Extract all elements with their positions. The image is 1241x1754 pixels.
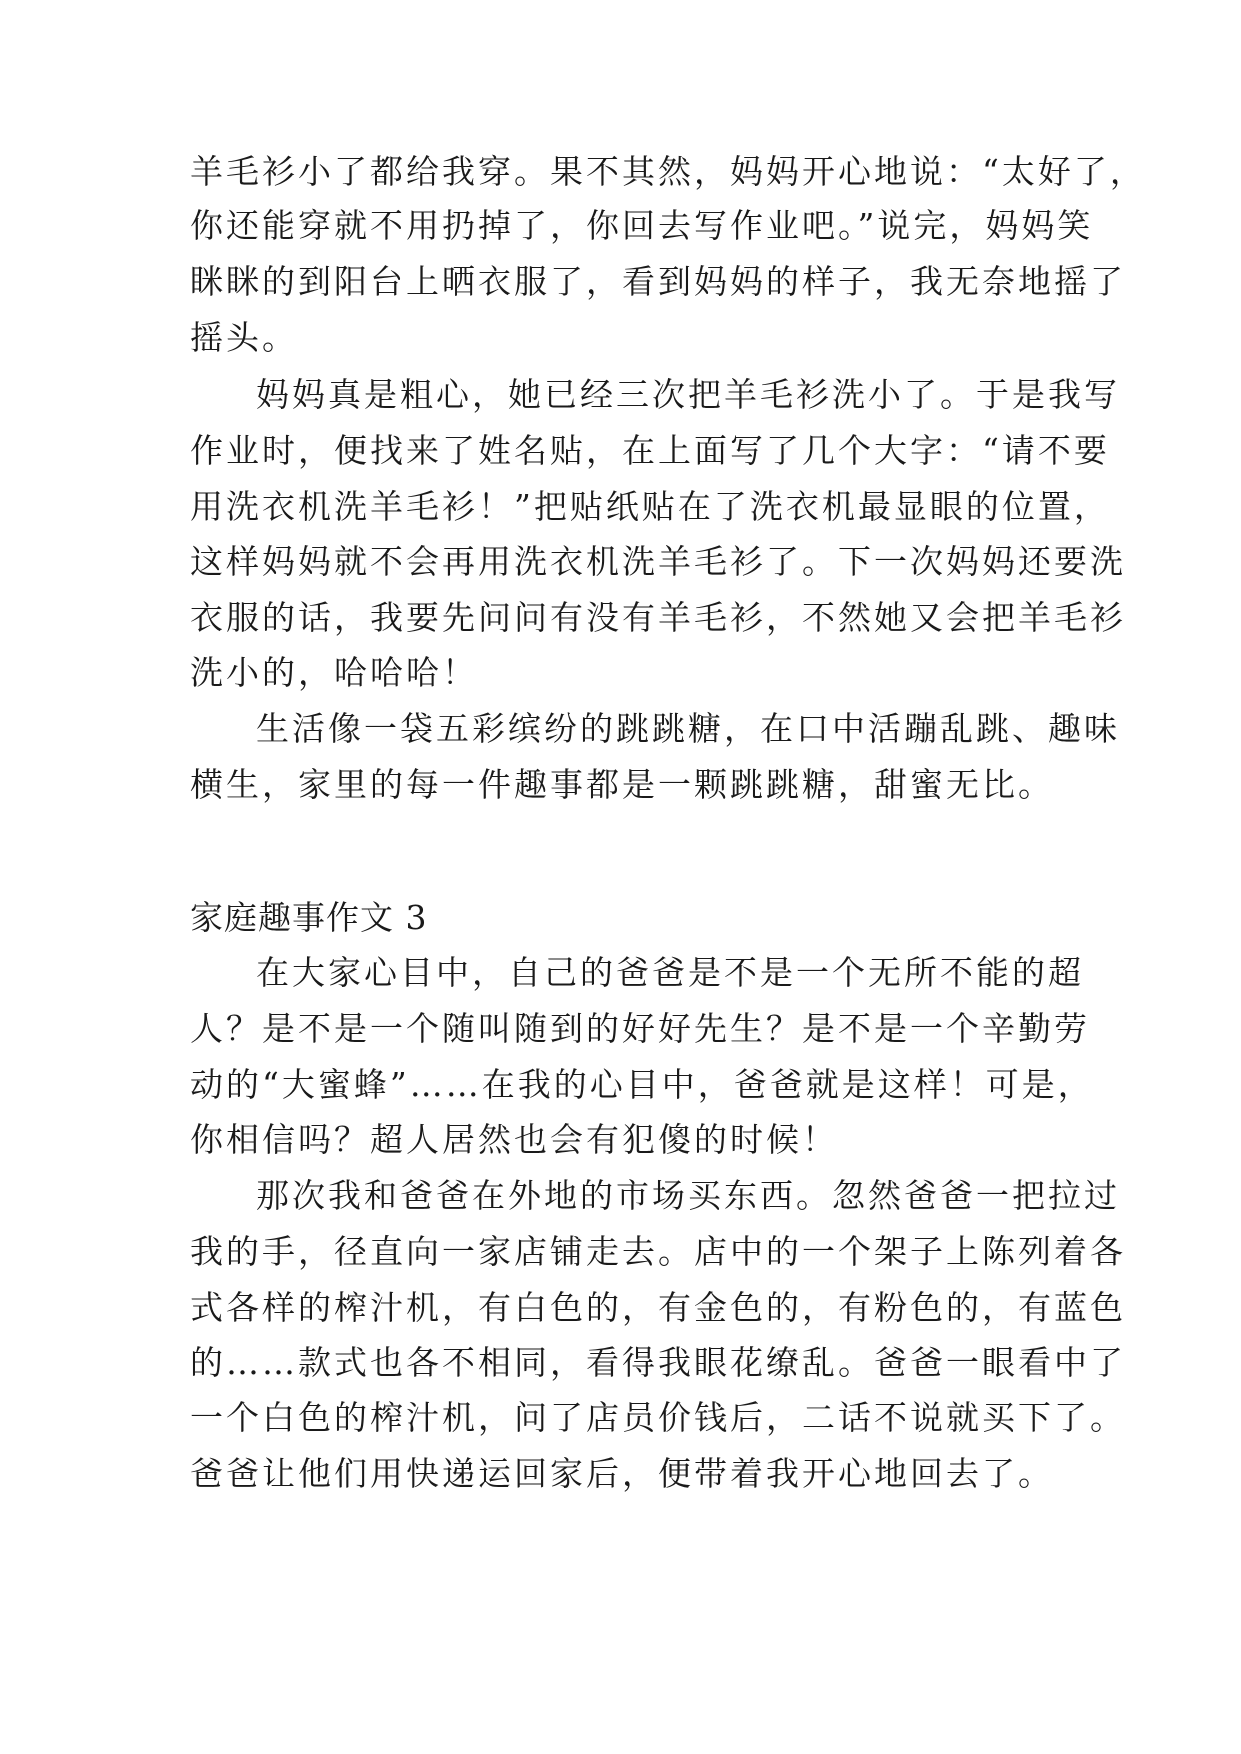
text-line: 我的手，径直向一家店铺走去。店中的一个架子上陈列着各 xyxy=(190,1232,1126,1271)
text-line: 式各样的榨汁机，有白色的，有金色的，有粉色的，有蓝色 xyxy=(190,1288,1126,1327)
text-line: 洗小的，哈哈哈！ xyxy=(190,653,478,692)
section-heading: 家庭趣事作文 3 xyxy=(190,898,428,937)
paragraph-first-line: 在大家心目中，自己的爸爸是不是一个无所不能的超 xyxy=(256,953,1084,992)
text-line: 动的“大蜜蜂”……在我的心目中，爸爸就是这样！可是， xyxy=(190,1065,1094,1104)
text-line: 你相信吗？超人居然也会有犯傻的时候！ xyxy=(190,1120,838,1159)
text-line: 用洗衣机洗羊毛衫！”把贴纸贴在了洗衣机最显眼的位置， xyxy=(190,487,1110,526)
paragraph-first-line: 妈妈真是粗心，她已经三次把羊毛衫洗小了。于是我写 xyxy=(256,375,1120,414)
text-line: 羊毛衫小了都给我穿。果不其然，妈妈开心地说：“太好了， xyxy=(190,152,1146,191)
text-line: 爸爸让他们用快递运回家后，便带着我开心地回去了。 xyxy=(190,1454,1054,1493)
text-line: 作业时，便找来了姓名贴，在上面写了几个大字：“请不要 xyxy=(190,431,1110,470)
text-line: 的……款式也各不相同，看得我眼花缭乱。爸爸一眼看中了 xyxy=(190,1343,1126,1382)
text-line: 一个白色的榨汁机，问了店员价钱后，二话不说就买下了。 xyxy=(190,1398,1126,1437)
text-line: 人？是不是一个随叫随到的好好先生？是不是一个辛勤劳 xyxy=(190,1009,1090,1048)
text-line: 摇头。 xyxy=(190,318,298,357)
paragraph-first-line: 那次我和爸爸在外地的市场买东西。忽然爸爸一把拉过 xyxy=(256,1176,1120,1215)
paragraph-first-line: 生活像一袋五彩缤纷的跳跳糖，在口中活蹦乱跳、趣味 xyxy=(256,709,1120,748)
text-line: 这样妈妈就不会再用洗衣机洗羊毛衫了。下一次妈妈还要洗 xyxy=(190,542,1126,581)
text-line: 衣服的话，我要先问问有没有羊毛衫，不然她又会把羊毛衫 xyxy=(190,598,1126,637)
text-line: 眯眯的到阳台上晒衣服了，看到妈妈的样子，我无奈地摇了 xyxy=(190,262,1126,301)
text-line: 横生，家里的每一件趣事都是一颗跳跳糖，甜蜜无比。 xyxy=(190,765,1054,804)
text-line: 你还能穿就不用扔掉了，你回去写作业吧。”说完，妈妈笑 xyxy=(190,206,1094,245)
